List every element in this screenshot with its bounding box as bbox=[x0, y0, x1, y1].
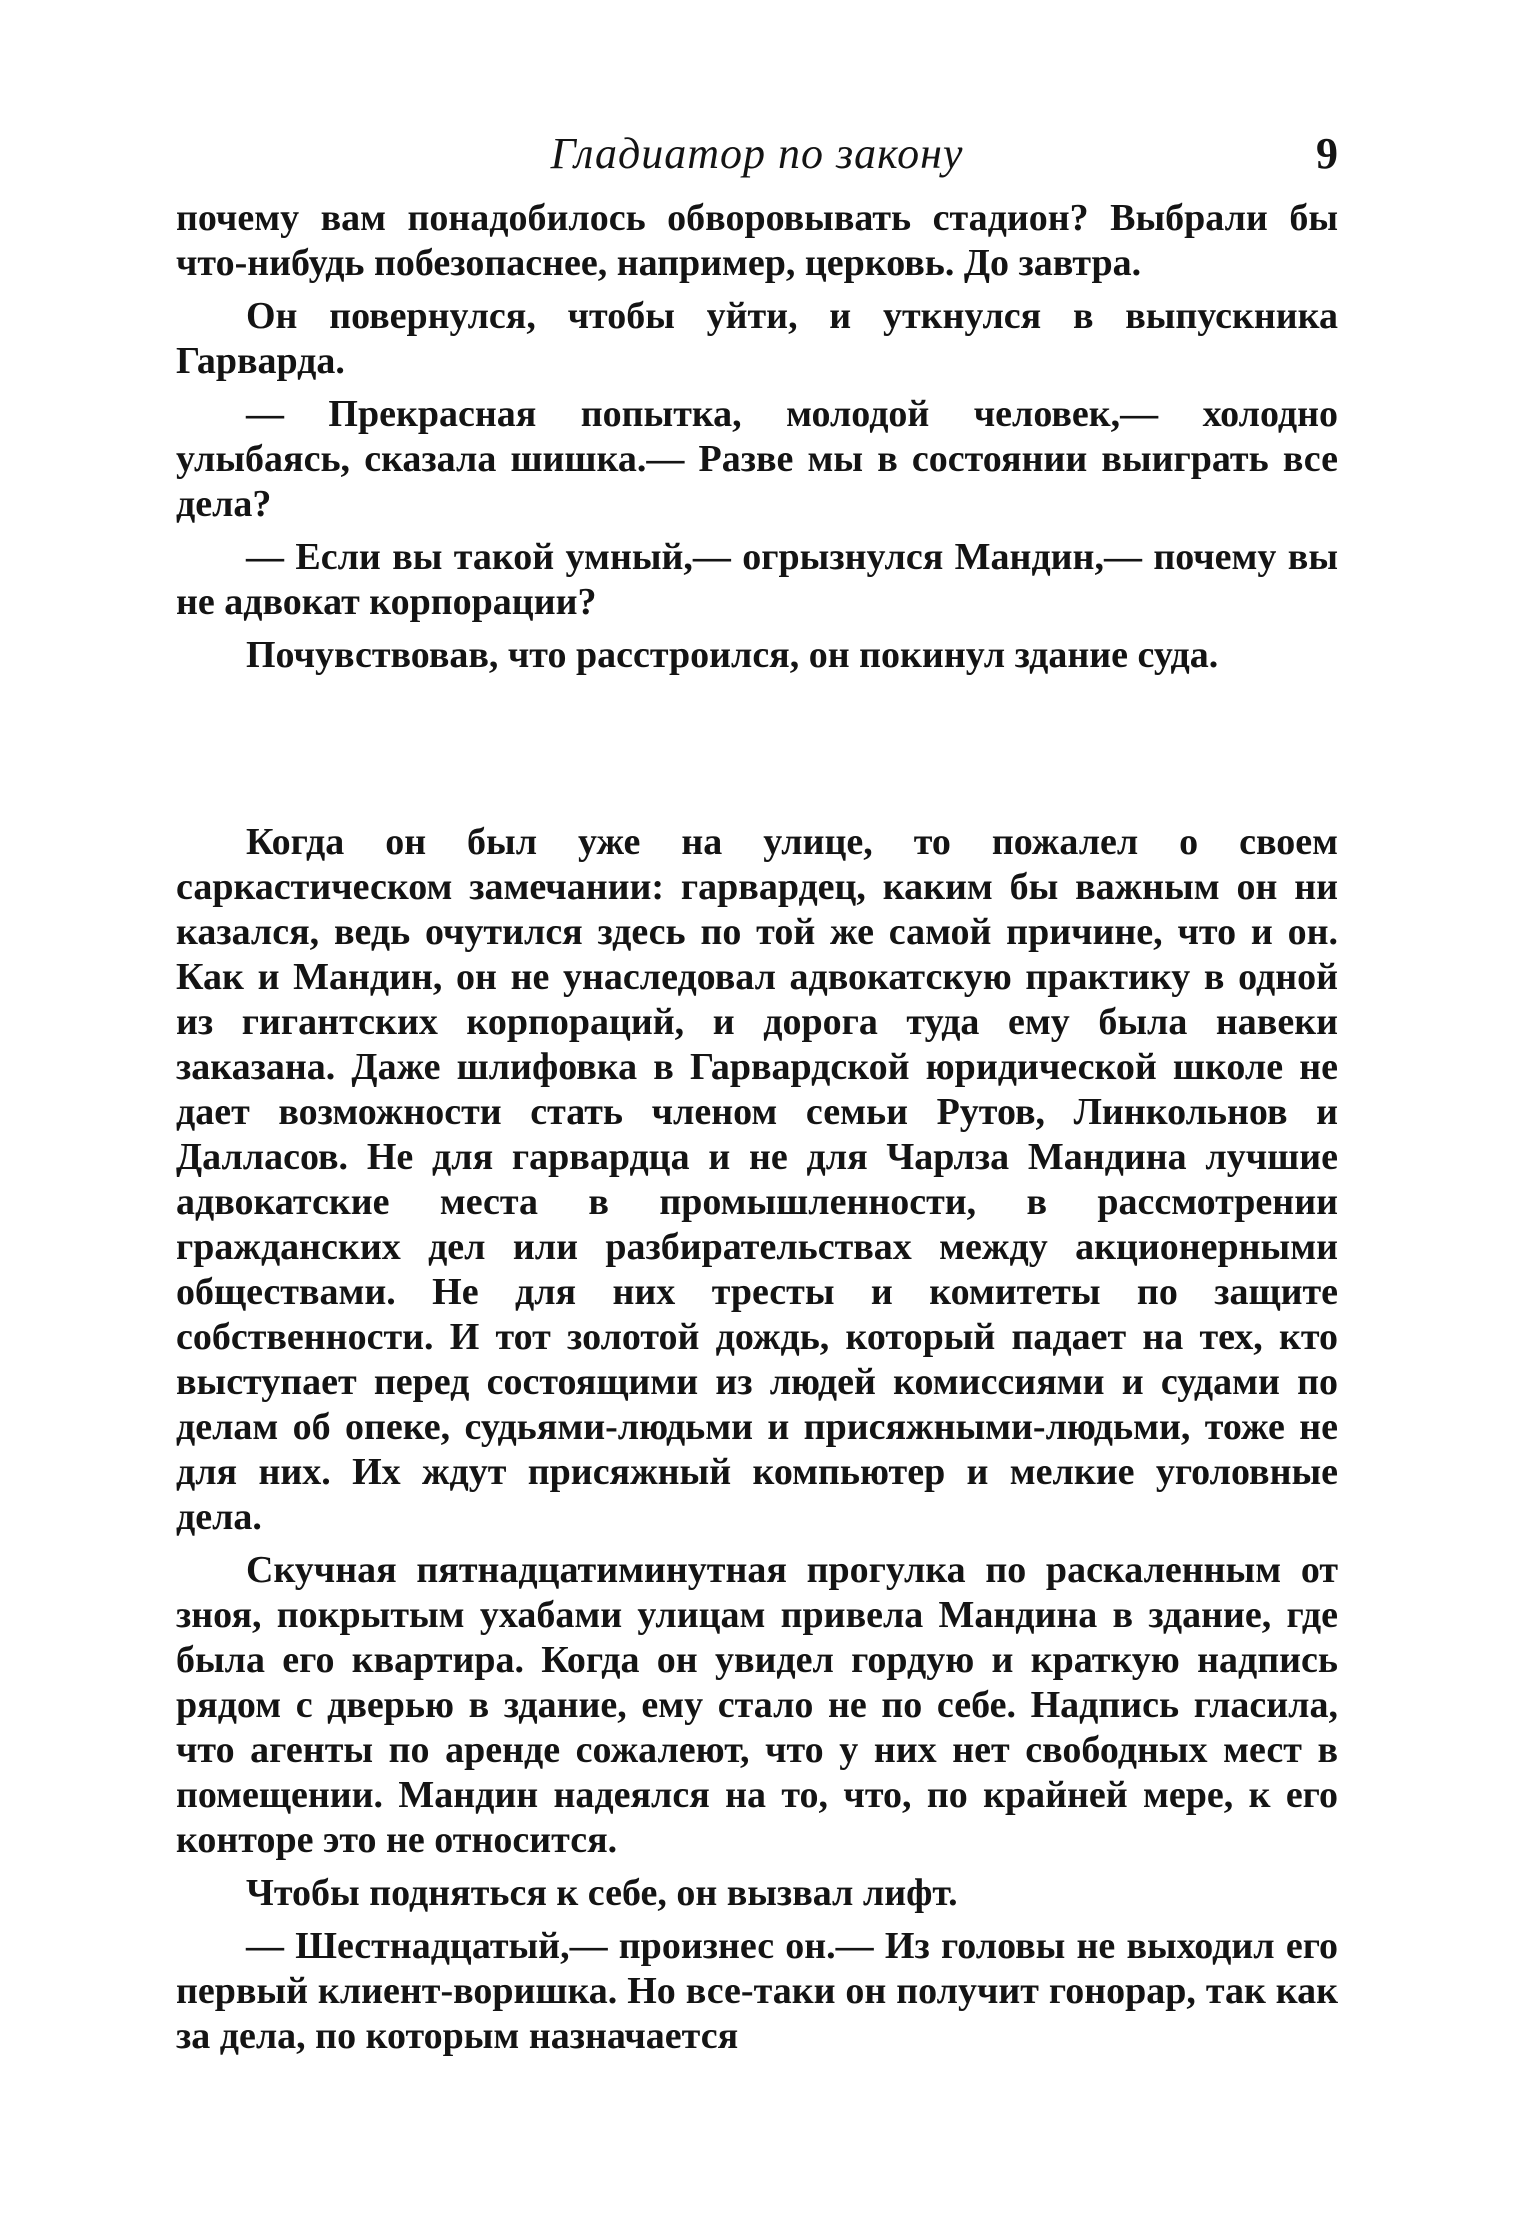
paragraph: — Шестнадцатый,— произнес он.— Из головы не выходил его первый клиент-воришка. Но все-таки он получит гонорар, так как за дела, по которым назначается bbox=[176, 1925, 1338, 2057]
paragraph: почему вам понадобилось обворовывать стадион? Выбрали бы что-нибудь побезопаснее, например, церковь. До завтра. bbox=[176, 197, 1338, 284]
paragraph: Он повернулся, чтобы уйти, и уткнулся в выпускника Гарварда. bbox=[176, 295, 1338, 382]
page-number: 9 bbox=[1316, 129, 1338, 178]
paragraph: Чтобы подняться к себе, он вызвал лифт. bbox=[246, 1872, 958, 1914]
running-title: Гладиатор по закону bbox=[550, 129, 964, 178]
text-section-1 bbox=[176, 196, 1338, 686]
paragraph: — Прекрасная попытка, молодой человек,— холодно улыбаясь, сказала шишка.— Разве мы в состоянии выиграть все дела? bbox=[176, 393, 1338, 525]
paragraph: Когда он был уже на улице, то пожалел о своем саркастическом замечании: гарвардец, каким бы важным он ни казался, ведь очутился здесь по той же самой причине, что и он. Как и Мандин, он не унаследовал адвокатскую практику в одной из гигантских корпораций, и дорога туда ему была навеки заказана. Даже шлифовка в Гарвардской юридической школе не дает возможности стать членом семьи Рутов, Линкольнов и Далласов. Не для гарвардца и не для Чарлза Мандина лучшие адвокатские места в промышленности, в рассмотрении гражданских дел или разбирательствах между акционерными обществами. Не для них тресты и комитеты по защите собственности. И тот золотой дождь, который падает на тех, кто выступает перед состоящими из людей комиссиями и судами по делам об опеке, судьями-людьми и присяжными-людьми, тоже не для них. Их ждут присяжный компьютер и мелкие уголовные дела. bbox=[176, 821, 1338, 1538]
paragraph: — Если вы такой умный,— огрызнулся Мандин,— почему вы не адвокат корпорации? bbox=[176, 536, 1338, 623]
paragraph: Почувствовав, что расстроился, он покинул здание суда. bbox=[246, 634, 1219, 676]
text-section-2 bbox=[176, 820, 1338, 2067]
page-header bbox=[176, 124, 1338, 184]
paragraph: Скучная пятнадцатиминутная прогулка по раскаленным от зноя, покрытым ухабами улицам привела Мандина в здание, где была его квартира. Когда он увидел гордую и краткую надпись рядом с дверью в здание, ему стало не по себе. Надпись гласила, что агенты по аренде сожалеют, что у них нет свободных мест в помещении. Мандин надеялся на то, что, по крайней мере, к его конторе это не относится. bbox=[176, 1549, 1338, 1861]
